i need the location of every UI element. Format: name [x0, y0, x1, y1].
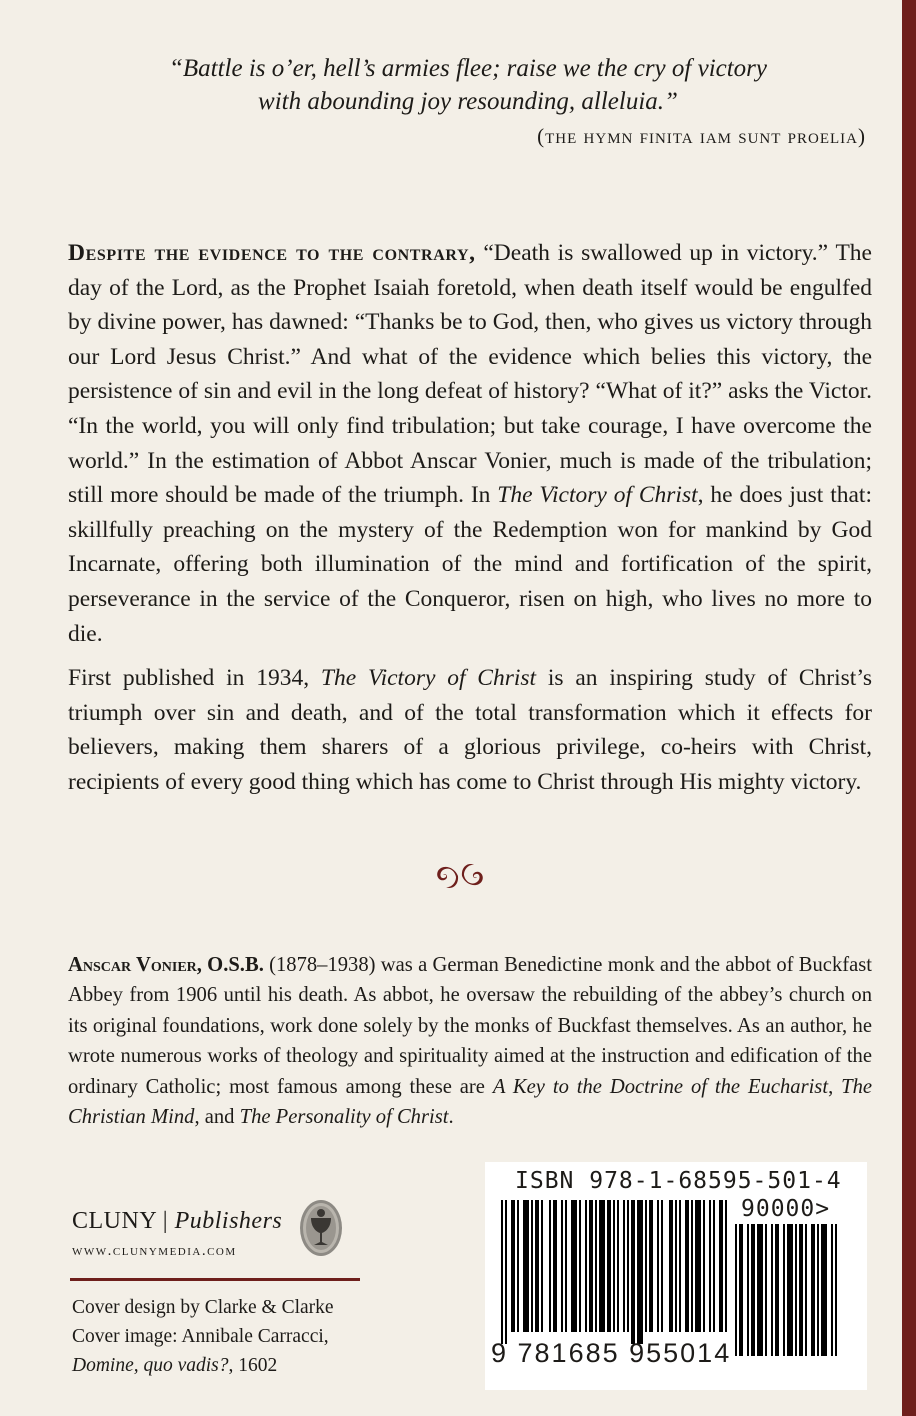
cover-credits	[72, 1293, 372, 1380]
fleuron-ornament-icon	[432, 858, 488, 894]
price-code: 90000>	[741, 1196, 831, 1222]
spine-accent-bar	[902, 0, 916, 1416]
publisher-label: Publishers	[174, 1208, 283, 1234]
isbn-label: ISBN 978-1-68595-501-4	[515, 1168, 842, 1194]
author-bio	[68, 950, 872, 1132]
blurb-p1-book-title: The Victory of Christ	[497, 482, 698, 509]
author-name: Anscar Vonier, O.S.B.	[68, 954, 264, 976]
publisher-block	[72, 1208, 362, 1260]
bio-separator-2: , and	[194, 1106, 240, 1129]
blurb-p1-text-b: , he does just that: skillfully preaching on the mystery of the Redemption won for mankind by God Incarnate, offering both illumination of the mind and fortification of the spirit, perseverance in the service of the Conqueror, risen on high, who lives no more to die.	[68, 482, 872, 647]
publisher-divider: |	[156, 1208, 175, 1234]
bio-end: .	[448, 1106, 454, 1129]
epigraph-source: (the hymn finita iam sunt proelia)	[537, 124, 866, 148]
bio-work-title-3: The Personality of Christ	[239, 1106, 449, 1129]
painting-title: Domine, quo vadis?	[72, 1355, 229, 1376]
blurb-p2-book-title: The Victory of Christ	[320, 665, 537, 692]
ean-barcode-icon	[501, 1200, 727, 1346]
epigraph	[70, 52, 866, 149]
blurb-lead-in: Despite the evidence to the contrary,	[68, 240, 476, 266]
publisher-rule	[70, 1278, 360, 1281]
addon-barcode-icon	[735, 1224, 847, 1362]
epigraph-line-1: “Battle is o’er, hell’s armies flee; raise we the cry of victory	[168, 55, 768, 82]
blurb-paragraph-1	[68, 236, 872, 651]
credit-design: Cover design by Clarke & Clarke	[72, 1297, 334, 1318]
painting-year: , 1602	[228, 1355, 278, 1376]
publisher-name-main: CLUNY	[72, 1208, 157, 1234]
bio-work-title-2: The Christian Mind	[68, 1075, 873, 1129]
credit-image: Cover image: Annibale Carracci,	[72, 1326, 329, 1347]
publisher-url: www.clunymedia.com	[72, 1243, 237, 1259]
book-blurb	[68, 236, 872, 810]
credit-image-title	[72, 1351, 372, 1380]
bio-work-title-1: A Key to the Doctrine of the Eucharist	[492, 1075, 829, 1098]
blurb-p2-text-b: is an inspiring study of Christ’s triumph over sin and death, and of the total transformation which it effects for believers, making them sharers of a glorious privilege, co-heirs with Christ, recipients of every good thing which has come to Christ through His mighty victory.	[68, 665, 873, 795]
chalice-seal-icon	[298, 1198, 344, 1258]
bio-separator-1: ,	[828, 1075, 842, 1098]
epigraph-line-2: with abounding joy resounding, alleluia.”	[258, 88, 678, 115]
ean-digits: 9 781685 955014	[491, 1338, 732, 1368]
blurb-p2-text-a: First published in 1934,	[68, 665, 321, 692]
blurb-paragraph-2	[68, 661, 872, 799]
bio-text: (1878–1938) was a German Benedictine monk and the abbot of Buckfast Abbey from 1906 until his death. As abbot, he oversaw the rebuilding of the abbey’s church on its original foundations, work done solely by the monks of Buckfast themselves. As an author, he wrote numerous works of theology and spirituality aimed at the instruction and edification of the ordinary Catholic; most famous among these are	[68, 954, 872, 1098]
blurb-p1-text-a: “Death is swallowed up in victory.” The day of the Lord, as the Prophet Isaiah foretold, when death itself would be engulfed by divine power, has dawned: “Thanks be to God, then, who gives us victory through our Lord Jesus Christ.” And what of the evidence which belies this victory, the persistence of sin and evil in the long defeat of history? “What of it?” asks the Victor. “In the world, you will only find tribulation; but take courage, I have overcome the world.” In the estimation of Abbot Anscar Vonier, much is made of the tribulation; still more should be made of the triumph. In	[68, 240, 872, 509]
barcode-box	[485, 1162, 867, 1390]
